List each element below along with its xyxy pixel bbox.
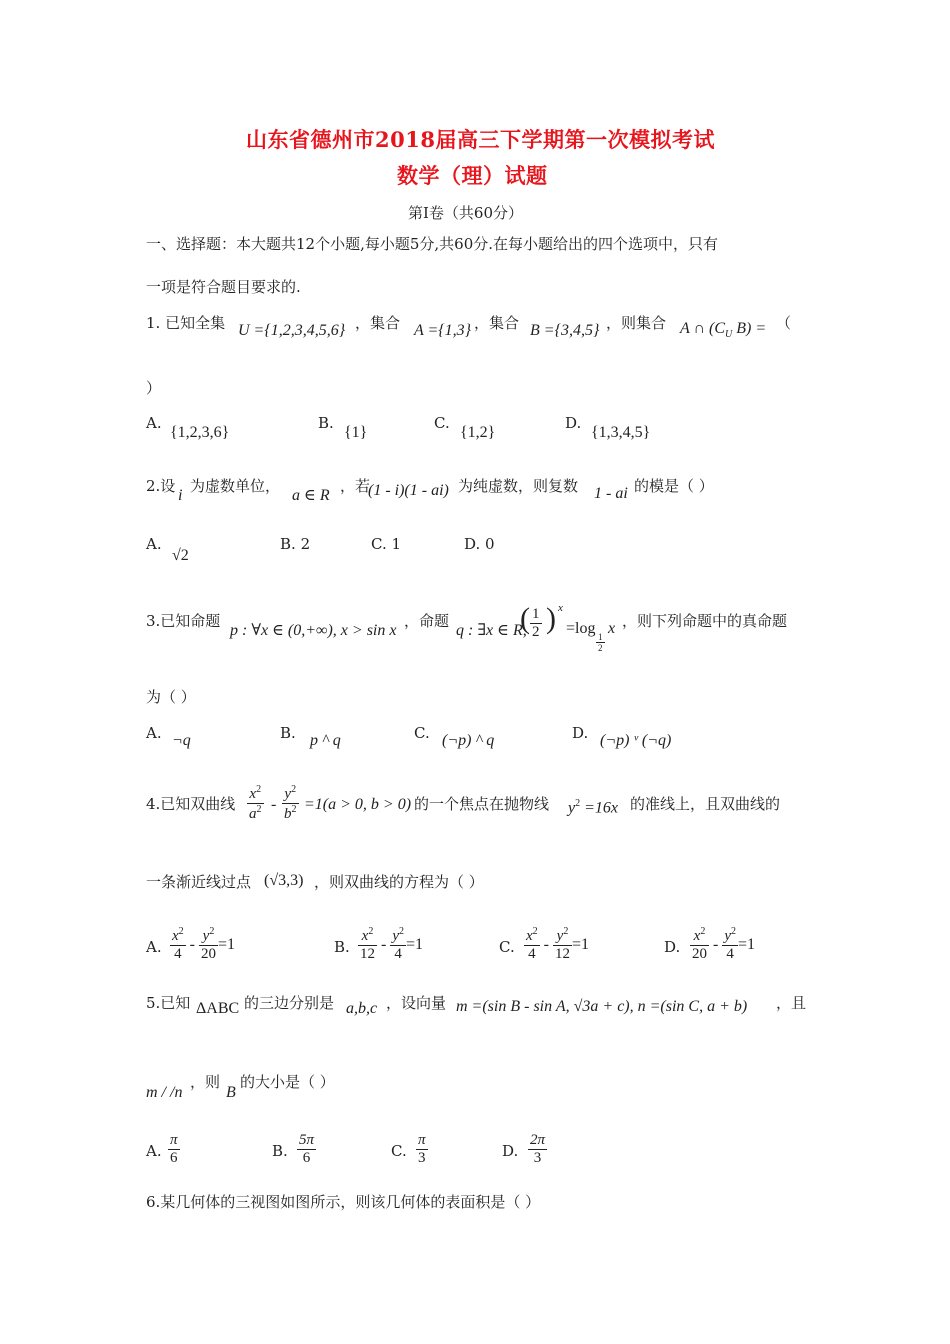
q5-option-b: $\frac{5\pi}{6}$: [299, 1132, 315, 1167]
q4-option-d-label: D.: [664, 938, 681, 956]
q5-text-4: ，且: [776, 994, 807, 1012]
q1-paren-close: ）: [146, 379, 162, 397]
q3-option-b-label: B.: [280, 724, 296, 742]
q4-text-3: 的准线上，且双曲线的: [630, 795, 781, 813]
q2-complex: 1 - ai: [594, 485, 628, 502]
q1-option-a: {1,2,3,6}: [170, 424, 230, 441]
q1-option-b: {1}: [344, 424, 368, 441]
q2-option-c-label: C. 1: [371, 535, 402, 553]
q1-option-d-label: D.: [565, 414, 582, 432]
q3-option-d-label: D.: [572, 724, 589, 742]
q1-option-b-label: B.: [318, 414, 334, 432]
q3-paren-l: (: [520, 602, 530, 635]
q3-log-base: $\frac{1}{2}$: [598, 632, 603, 654]
q3-text-4: 为（ ）: [146, 688, 196, 706]
q5-text-2: 的三边分别是: [244, 994, 335, 1012]
q3-text: 3.已知命题: [146, 612, 221, 630]
q2-text-2: 为虚数单位，: [190, 477, 281, 495]
q3-text-3: ，则下列命题中的真命题: [622, 612, 788, 630]
q3-option-a: ¬q: [172, 732, 191, 749]
q3-half: $\frac{1}{2}$: [532, 606, 540, 641]
q3-option-a-label: A.: [146, 724, 162, 742]
q3-text-2: ，命题: [404, 612, 450, 630]
q3-paren-r: ): [546, 602, 556, 635]
q4-option-a: $\frac{x^2}{4}$ - $\frac{y^2}{20}$ =1: [172, 926, 236, 963]
q1-expression: A ∩ ($C_U$ B) =: [680, 320, 767, 341]
q1-text-2: ，集合: [355, 314, 401, 332]
exam-subtitle: 数学（理）试题: [397, 163, 548, 188]
q3-option-c-label: C.: [414, 724, 430, 742]
section-intro-1: 一、选择题：本大题共12个小题,每小题5分,共60分.在每小题给出的四个选项中，只有: [146, 235, 719, 253]
q3-option-b: p ^ q: [310, 732, 341, 749]
q5-text-5: ，则: [190, 1073, 221, 1091]
q1-option-d: {1,3,4,5}: [591, 424, 651, 441]
q3-log-x: x: [608, 620, 616, 637]
q5-angle-b: B: [226, 1084, 236, 1101]
q2-option-a-label: A.: [146, 535, 162, 553]
q1-text-4: ，则集合: [606, 314, 667, 332]
q5-option-d: $\frac{2\pi}{3}$: [530, 1132, 546, 1167]
q3-option-d: (¬p) ᵛ (¬q): [600, 732, 672, 749]
q6-text: 6.某几何体的三视图如图所示，则该几何体的表面积是（ ）: [146, 1193, 541, 1211]
q1-paren-open: （: [776, 314, 792, 332]
q2-expression: (1 - i)(1 - ai): [368, 482, 449, 499]
q4-frac-y: $\frac{y^2}{b^2}$: [284, 784, 297, 823]
q2-a-real: a ∈ R: [292, 487, 330, 504]
q2-text-5: 的模是（ ）: [634, 477, 714, 495]
q2-text-3: ，若: [340, 477, 371, 495]
q5-parallel: m / /n: [146, 1084, 183, 1101]
q1-set-b: B ={3,4,5}: [530, 322, 600, 339]
q2-text: 2.设: [146, 477, 176, 495]
q4-text-2: 的一个焦点在抛物线: [414, 795, 550, 813]
q5-text: 5.已知: [146, 994, 191, 1012]
q1-text: 1. 已知全集: [146, 314, 226, 332]
q4-text: 4.已知双曲线: [146, 795, 236, 813]
q4-condition: =1(a > 0, b > 0): [304, 796, 412, 813]
q2-i: i: [178, 487, 183, 504]
q5-option-a: $\frac{\pi}{6}$: [170, 1132, 178, 1167]
q5-option-a-label: A.: [146, 1142, 162, 1160]
q4-option-c-label: C.: [499, 938, 515, 956]
q4-text-5: ，则双曲线的方程为（ ）: [314, 873, 484, 891]
q5-triangle: ΔABC: [196, 1000, 240, 1017]
q4-option-d: $\frac{x^2}{20}$ - $\frac{y^2}{4}$ =1: [692, 926, 756, 963]
q1-option-a-label: A.: [146, 414, 162, 432]
q2-text-4: 为纯虚数，则复数: [458, 477, 579, 495]
q5-option-c: $\frac{\pi}{3}$: [418, 1132, 426, 1167]
q4-frac-x: $\frac{x^2}{a^2}$: [249, 784, 262, 823]
q4-text-4: 一条渐近线过点: [146, 873, 252, 891]
q3-log: =log: [566, 620, 596, 637]
q5-text-6: 的大小是（ ）: [240, 1073, 335, 1091]
exam-title: 山东省德州市2018届高三下学期第一次模拟考试: [246, 127, 715, 152]
q5-sides: a,b,c: [346, 1000, 378, 1017]
q4-option-a-label: A.: [146, 938, 162, 956]
q4-option-b-label: B.: [334, 938, 350, 956]
section-intro-2: 一项是符合题目要求的.: [146, 278, 301, 296]
q3-proposition-p: p : ∀x ∈ (0,+∞), x > sin x: [230, 622, 397, 639]
q1-universal-set: U ={1,2,3,4,5,6}: [238, 322, 346, 339]
q5-vectors: m =(sin B - sin A, √3a + c), n =(sin C, a + b): [456, 998, 748, 1015]
q3-proposition-q: q : ∃x ∈ R,: [456, 622, 527, 639]
q5-option-d-label: D.: [502, 1142, 519, 1160]
section-heading: 第Ⅰ卷（共60分）: [408, 204, 524, 222]
q1-text-3: ，集合: [474, 314, 520, 332]
q2-option-d-label: D. 0: [464, 535, 495, 553]
q3-option-c: (¬p) ^ q: [442, 732, 495, 749]
q1-option-c: {1,2}: [460, 424, 496, 441]
q5-option-c-label: C.: [391, 1142, 407, 1160]
q4-option-b: $\frac{x^2}{12}$ - $\frac{y^2}{4}$ =1: [360, 926, 424, 963]
q4-option-c: $\frac{x^2}{4}$ - $\frac{y^2}{12}$ =1: [526, 926, 590, 963]
q1-set-a: A ={1,3}: [414, 322, 472, 339]
q2-option-b-label: B. 2: [280, 535, 311, 553]
q5-text-3: ，设向量: [386, 994, 447, 1012]
q1-option-c-label: C.: [434, 414, 450, 432]
q3-exponent: x: [558, 602, 563, 614]
q4-parabola: $y^2 =16x$: [568, 798, 619, 817]
q4-minus: -: [271, 796, 277, 813]
q5-option-b-label: B.: [272, 1142, 288, 1160]
q4-point: (√3,3): [264, 872, 304, 889]
q2-option-a: √2: [172, 547, 189, 564]
